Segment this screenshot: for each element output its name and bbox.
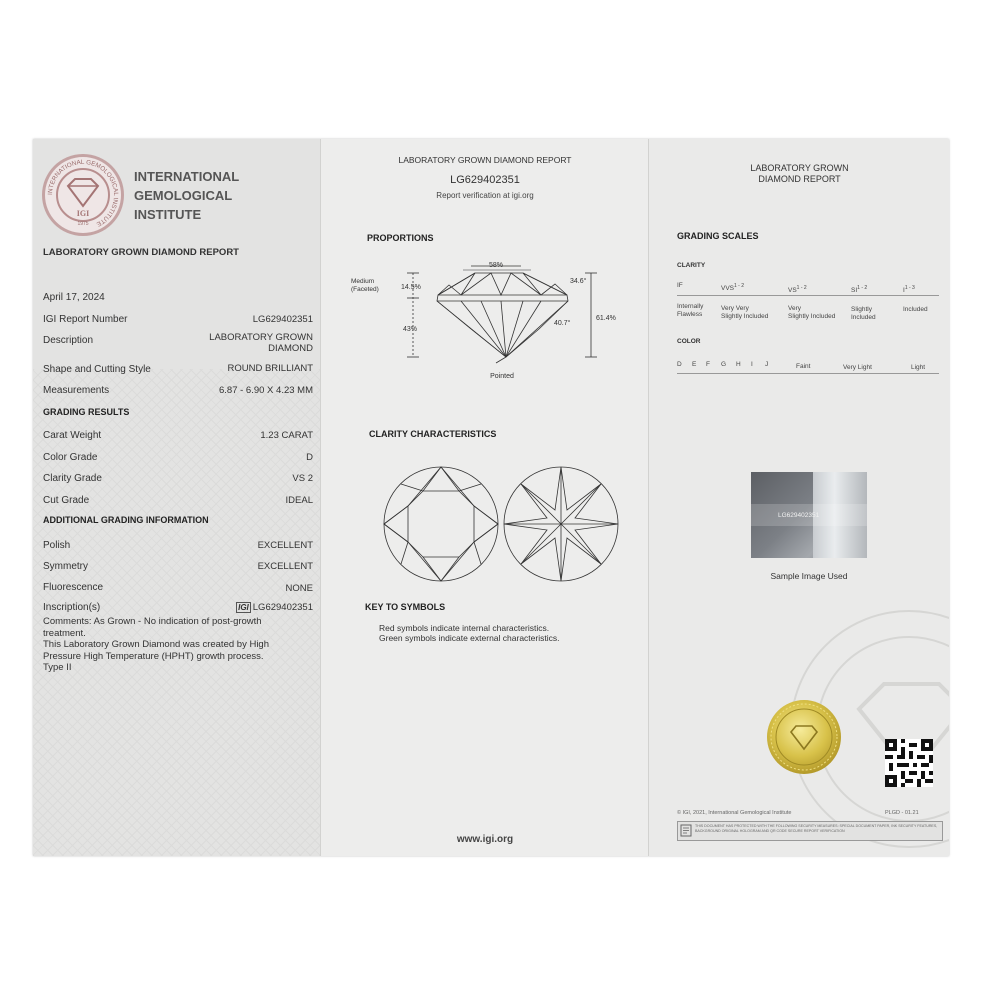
- color-scale-label: COLOR: [677, 338, 701, 345]
- clarity-scale-label: CLARITY: [677, 262, 706, 269]
- svg-text:INTERNATIONAL GEMOLOGICAL INST: INTERNATIONAL GEMOLOGICAL INSTITUTE: [46, 158, 120, 228]
- clarity-desc-vs: Very Slightly Included: [788, 305, 836, 320]
- security-notice-text: THIS DOCUMENT HAS PROTECTED WITH THE FOLLOWING SECURITY MEASURES: SPECIAL DOCUMENT PAPER, INK SECURITY FEATURES, BACKGROUND ORIGINAL HOLOGRAM AND QR CODE SECURE REPORT VERIFICATION: [695, 824, 938, 833]
- clarity-desc-if: Internally Flawless: [677, 303, 704, 318]
- svg-text:IGI: IGI: [76, 209, 90, 218]
- svg-text:14.5%: 14.5%: [401, 284, 421, 291]
- clarity-code-vs: VS$^{1 - 2}$: [788, 285, 807, 295]
- field-label: Color Grade: [43, 452, 98, 463]
- field-label: Description: [43, 335, 94, 346]
- clarity-desc-vvs: Very Very Slightly Included: [721, 305, 769, 320]
- report-document: [33, 139, 949, 856]
- color-desc: Light: [911, 364, 926, 371]
- svg-text:Pointed: Pointed: [490, 373, 514, 380]
- grading-results-heading: GRADING RESULTS: [43, 407, 130, 417]
- color-letter: D: [677, 361, 682, 368]
- left-panel: [33, 139, 320, 856]
- document-security-icon: [680, 824, 692, 837]
- polish-value: EXCELLENT: [257, 540, 313, 551]
- copyright-text: © IGI, 2021, International Gemological Institute: [677, 810, 792, 816]
- color-letter: H: [736, 361, 741, 368]
- field-label: Inscription(s): [43, 602, 101, 613]
- svg-text:1975: 1975: [77, 221, 89, 227]
- report-number-value: LG629402351: [252, 314, 313, 325]
- right-panel: [648, 139, 949, 856]
- field-label: Symmetry: [43, 561, 88, 572]
- security-notice-box: [677, 821, 943, 841]
- color-letter: I: [751, 361, 753, 368]
- color-letter: G: [721, 361, 727, 368]
- middle-title: LABORATORY GROWN DIAMOND REPORT: [398, 155, 572, 165]
- color-value: D: [306, 452, 313, 463]
- middle-report-number: LG629402351: [450, 174, 520, 186]
- middle-panel: [320, 139, 649, 856]
- svg-text:34.6°: 34.6°: [570, 278, 587, 285]
- color-letter: E: [692, 361, 697, 368]
- clarity-code-si: SI$^{1 - 2}$: [851, 285, 868, 295]
- color-letter: F: [706, 361, 710, 368]
- sample-inscription-text: LG629402351: [778, 512, 820, 519]
- color-desc: Faint: [796, 363, 811, 370]
- report-date: April 17, 2024: [43, 292, 105, 303]
- carat-value: 1.23 CARAT: [260, 430, 313, 441]
- institute-name: INTERNATIONAL GEMOLOGICAL INSTITUTE: [134, 169, 240, 222]
- field-label: Fluorescence: [43, 582, 104, 593]
- form-code: PLGD - 01.21: [885, 810, 919, 816]
- igi-inscription-logo-icon: IGI: [238, 603, 249, 612]
- clarity-scale-rule: [677, 295, 939, 296]
- grading-scales-heading: GRADING SCALES: [677, 231, 759, 241]
- symmetry-value: EXCELLENT: [257, 561, 313, 572]
- clarity-code-i: $I^{1 - 3}$: [903, 285, 915, 295]
- field-label: Measurements: [43, 385, 110, 396]
- inscription-value: IGI LG629402351: [238, 602, 313, 613]
- sample-inscription-image: [751, 472, 867, 558]
- qr-code-icon[interactable]: [885, 739, 933, 787]
- svg-text:(Faceted): (Faceted): [351, 286, 379, 293]
- measurements-value: 6.87 - 6.90 X 4.23 MM: [219, 385, 313, 396]
- key-to-symbols-heading: KEY TO SYMBOLS: [365, 602, 446, 612]
- color-scale-rule: [677, 373, 939, 374]
- clarity-code-if: IF: [677, 282, 683, 289]
- clarity-code-vvs: VVS$^{1 - 2}$: [721, 283, 745, 293]
- proportions-diagram: [351, 257, 641, 387]
- gold-hologram-seal-icon: [766, 699, 842, 775]
- clarity-value: VS 2: [292, 473, 313, 484]
- right-title: LABORATORY GROWN DIAMOND REPORT: [750, 163, 849, 184]
- field-label: Clarity Grade: [43, 473, 102, 484]
- sample-caption: Sample Image Used: [770, 571, 848, 581]
- field-label: Carat Weight: [43, 430, 102, 441]
- field-label: IGI Report Number: [43, 314, 128, 325]
- description-value: LABORATORY GROWN DIAMOND: [209, 332, 313, 354]
- svg-text:61.4%: 61.4%: [596, 315, 616, 322]
- color-desc: Very Light: [843, 364, 872, 371]
- pavilion-plot-diagram: [501, 464, 621, 584]
- svg-text:43%: 43%: [403, 326, 418, 333]
- field-label: Cut Grade: [43, 495, 90, 506]
- cut-value: IDEAL: [285, 495, 313, 506]
- field-label: Polish: [43, 540, 71, 551]
- website-link[interactable]: www.igi.org: [456, 834, 514, 845]
- report-title: LABORATORY GROWN DIAMOND REPORT: [43, 247, 239, 258]
- field-label: Shape and Cutting Style: [43, 364, 151, 375]
- shape-value: ROUND BRILLIANT: [227, 363, 313, 374]
- clarity-desc-i: Included: [903, 306, 928, 313]
- clarity-desc-si: Slightly Included: [851, 306, 876, 321]
- igi-logo-seal-icon: [40, 152, 126, 238]
- svg-text:40.7°: 40.7°: [554, 320, 571, 327]
- additional-info-heading: ADDITIONAL GRADING INFORMATION: [43, 515, 209, 525]
- svg-text:58%: 58%: [488, 262, 504, 269]
- crown-plot-diagram: [381, 464, 501, 584]
- clarity-characteristics-heading: CLARITY CHARACTERISTICS: [369, 429, 497, 439]
- verification-text: Report verification at igi.org: [436, 191, 534, 200]
- fluorescence-value: NONE: [285, 583, 313, 594]
- comments-block: Comments: As Grown - No indication of post-growth treatment. This Laboratory Grown Diamond was created by High Pressure High Temperature (HPHT) growth process. Type II: [43, 616, 269, 673]
- color-letter: J: [765, 361, 769, 368]
- svg-text:Medium: Medium: [351, 278, 375, 285]
- key-lines: Red symbols indicate internal characteristics. Green symbols indicate external characteristics.: [379, 623, 560, 643]
- proportions-heading: PROPORTIONS: [367, 233, 434, 243]
